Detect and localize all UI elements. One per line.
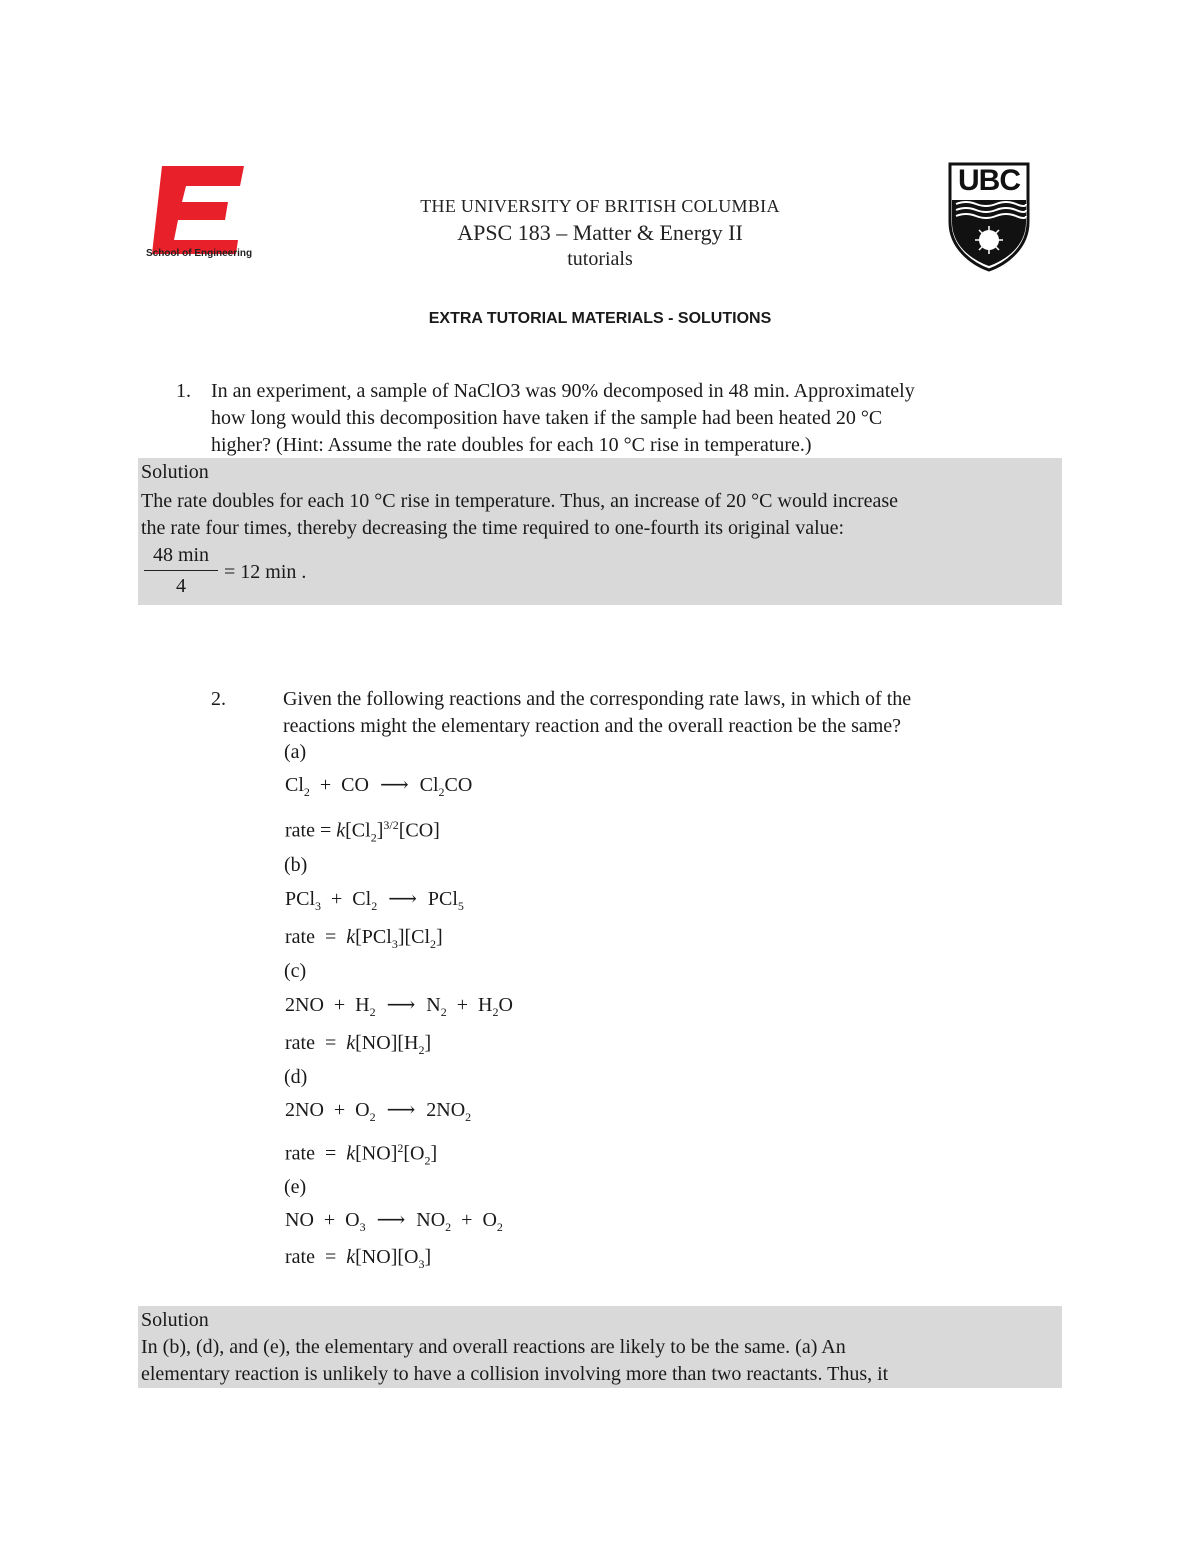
reaction-d-equation: $2NO + O_2$ ⟶ $2NO_2$	[285, 1099, 472, 1124]
question-1-line-1: In an experiment, a sample of NaClO3 was 90% decomposed in 48 min. Approximately	[211, 380, 915, 402]
part-b-label: (b)	[284, 854, 308, 876]
part-d-label: (d)	[284, 1066, 308, 1088]
question-2-line-2: reactions might the elementary reaction and the overall reaction be the same?	[283, 715, 902, 737]
reaction-e-equation: NO + $O_3$ ⟶ $NO_2 + O_2$	[285, 1209, 503, 1234]
solution-1-line-1: The rate doubles for each 10 °C rise in temperature. Thus, an increase of 20 °C would increase	[141, 490, 899, 512]
reaction-a-rate-law: rate = $k[Cl_2]^{3/2}[CO]$	[285, 818, 440, 845]
university-name: THE UNIVERSITY OF BRITISH COLUMBIA	[420, 196, 780, 216]
part-c-label: (c)	[284, 960, 307, 982]
solution-1-label: Solution	[141, 461, 209, 483]
question-2-line-1: Given the following reactions and the corresponding rate laws, in which of the	[283, 688, 912, 710]
fraction-denominator: 4	[176, 575, 186, 597]
reaction-e-rate-law: rate = $k[NO][O_3]$	[285, 1246, 432, 1271]
solution-2-line-2: elementary reaction is unlikely to have a collision involving more than two reactants. Thus, it	[141, 1363, 889, 1385]
question-1-line-3: higher? (Hint: Assume the rate doubles for each 10 °C rise in temperature.)	[211, 434, 812, 456]
course-title: APSC 183 – Matter & Energy II	[457, 220, 743, 245]
logo-caption: School of Engineering	[146, 248, 253, 259]
question-1-text	[211, 378, 1071, 459]
question-2-text	[283, 686, 1063, 740]
part-e-label: (e)	[284, 1176, 307, 1198]
solution-1-fraction	[144, 544, 218, 598]
reaction-c-equation: $2NO + H_2$ ⟶ $N_2 + H_2O$	[285, 994, 513, 1019]
reaction-d-rate-law: rate = $k[NO]^2[O_2]$	[285, 1141, 438, 1168]
solution-2-line-1: In (b), (d), and (e), the elementary and overall reactions are likely to be the same. (a) An	[141, 1336, 846, 1358]
solution-2-label: Solution	[141, 1309, 209, 1331]
reaction-a-equation: $Cl_2$ + CO ⟶ $Cl_2CO$	[285, 774, 473, 799]
part-a-label: (a)	[284, 741, 307, 763]
question-2-number: 2.	[211, 688, 226, 710]
solution-1-line-2: the rate four times, thereby decreasing the time required to one-fourth its original value:	[141, 517, 845, 539]
fraction-numerator: 48 min	[152, 544, 210, 566]
question-1-number: 1.	[176, 380, 191, 402]
fraction-result: = 12 min .	[224, 561, 307, 583]
document-title: EXTRA TUTORIAL MATERIALS - SOLUTIONS	[428, 310, 772, 327]
question-1-line-2: how long would this decomposition have taken if the sample had been heated 20 °C	[211, 407, 883, 429]
reaction-c-rate-law: rate = $k[NO][H_2]$	[285, 1032, 432, 1057]
course-subtitle: tutorials	[567, 248, 633, 270]
reaction-b-rate-law: rate = $k[PCl_3][Cl_2]$	[285, 926, 443, 951]
fraction-bar	[144, 570, 218, 571]
ubc-logo-text: UBC	[958, 164, 1020, 197]
solution-2-text	[141, 1307, 1059, 1388]
reaction-b-equation: $PCl_3 + Cl_2$ ⟶ PCl$_5$	[285, 888, 464, 913]
solution-1-text	[141, 459, 1059, 542]
